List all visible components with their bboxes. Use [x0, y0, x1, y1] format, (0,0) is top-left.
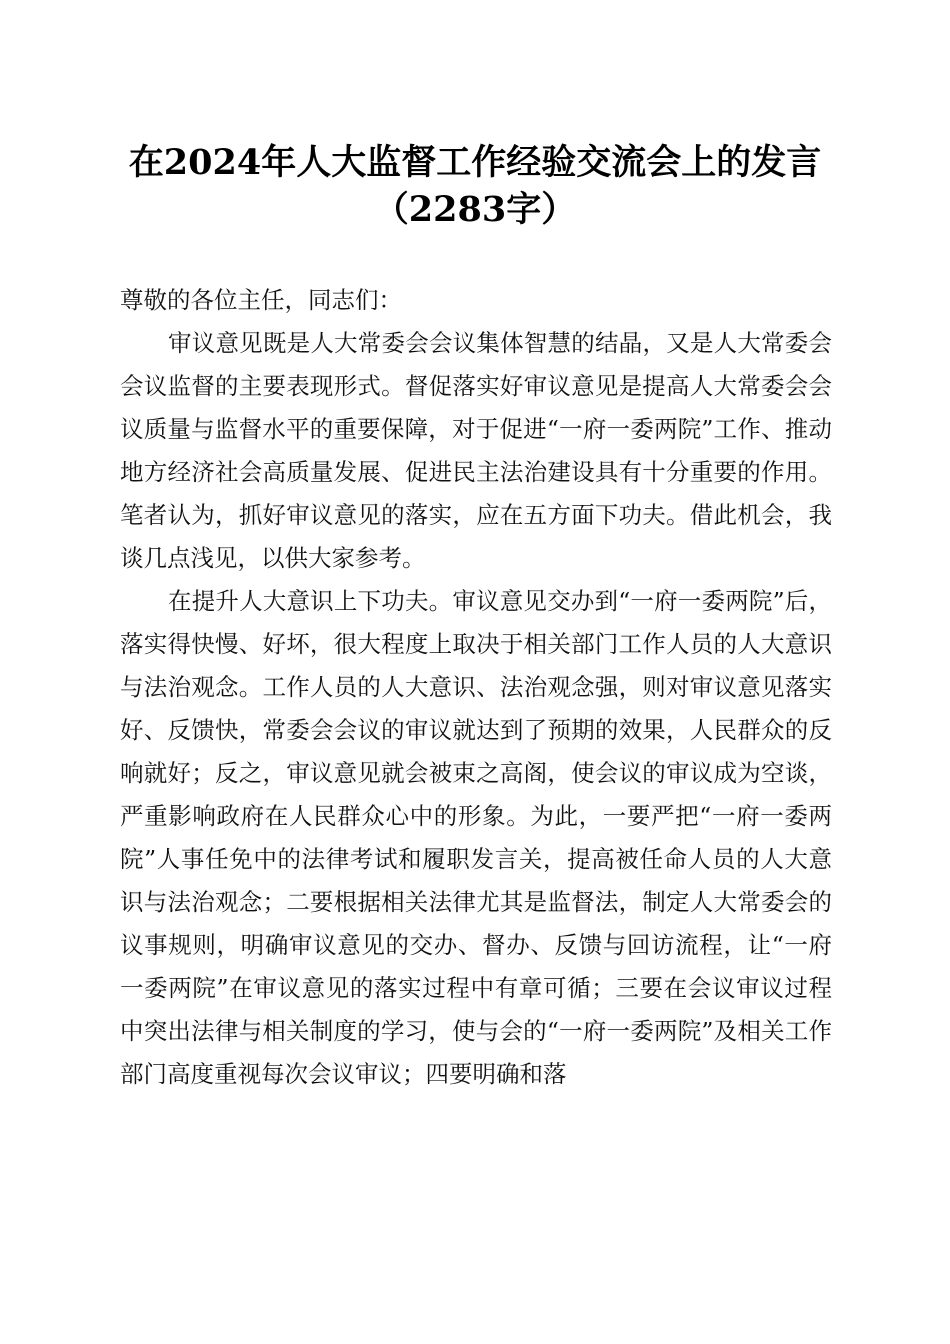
paragraph-awareness: 在提升人大意识上下功夫。审议意见交办到“一府一委两院”后，落实得快慢、好坏，很大程度上取决于相关部门工作人员的人大意识与法治观念。工作人员的人大意识、法治观念强，则对审议意见落实好、反馈快，常委会会议的审议就达到了预期的效果，人民群众的反响就好；反之，审议意见就会被束之高阁，使会议的审议成为空谈，严重影响政府在人民群众心中的形象。为此，一要严把“一府一委两院”人事任免中的法律考试和履职发言关，提高被任命人员的人大意识与法治观念；二要根据相关法律尤其是监督法，制定人大常委会的议事规则，明确审议意见的交办、督办、反馈与回访流程，让“一府一委两院”在审议意见的落实过程中有章可循；三要在会议审议过程中突出法律与相关制度的学习，使与会的“一府一委两院”及相关工作部门高度重视每次会议审议；四要明确和落	[120, 587, 832, 1088]
salutation: 尊敬的各位主任，同志们：	[120, 286, 402, 314]
document-title: 在2024年人大监督工作经验交流会上的发言	[128, 142, 822, 183]
document-word-count: （2283字）	[373, 189, 577, 230]
document-body	[120, 279, 832, 1096]
paragraph-intro: 审议意见既是人大常委会会议集体智慧的结晶，又是人大常委会会议监督的主要表现形式。督促落实好审议意见是提高人大常委会会议质量与监督水平的重要保障，对于促进“一府一委两院”工作、推动地方经济社会高质量发展、促进民主法治建设具有十分重要的作用。笔者认为，抓好审议意见的落实，应在五方面下功夫。借此机会，我谈几点浅见，以供大家参考。	[120, 329, 832, 572]
